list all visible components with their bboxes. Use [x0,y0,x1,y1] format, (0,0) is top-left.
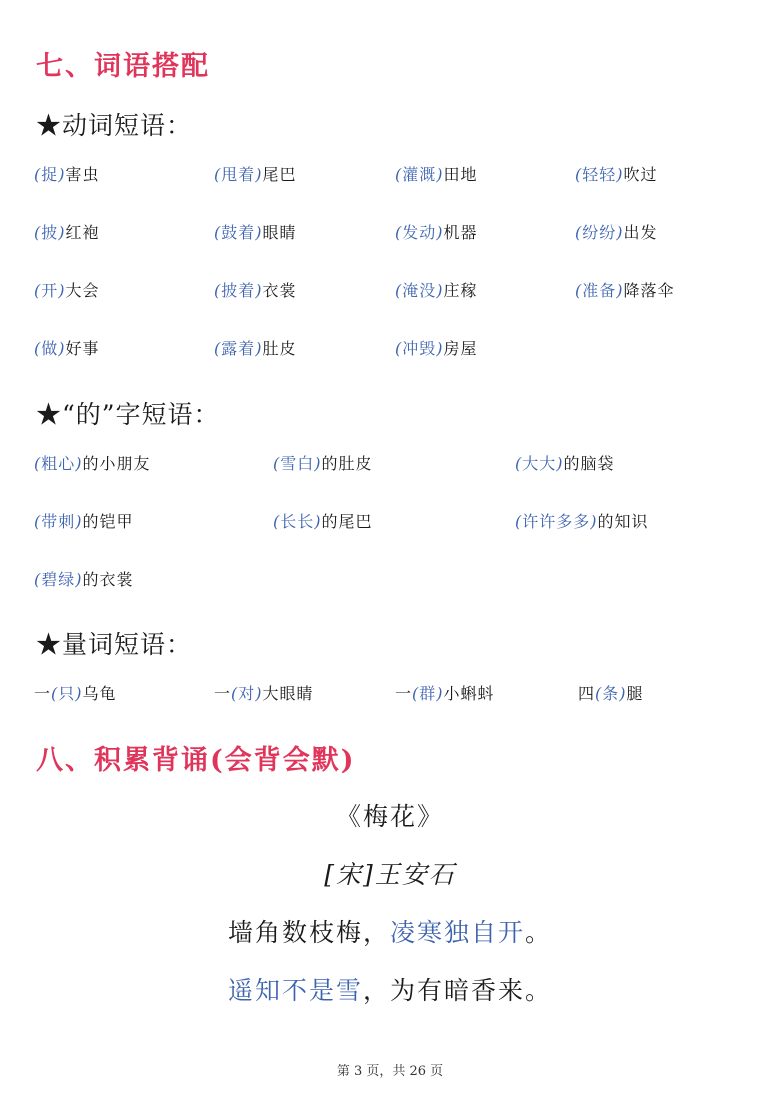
phrase-answer: 带刺 [41,512,76,531]
phrase-answer: 准备 [582,281,617,300]
poem-line-1 [0,913,780,949]
phrase-answer: 披 [41,223,59,242]
phrase-item [575,220,658,243]
bracket-close: ) [619,684,627,703]
measure-text: 小蝌蚪 [443,684,495,703]
phrase-answer: 做 [41,339,59,358]
phrase-answer: 披着 [221,281,256,300]
bracket-close: ) [616,223,624,242]
phrase-answer: 大大 [522,454,557,473]
phrase-item [34,162,100,185]
bracket-open: ( [34,165,42,184]
phrase-answer: 长长 [280,512,315,531]
bracket-open: ( [273,512,281,531]
poem-author-text: [宋]王安石 [324,860,456,889]
bracket-close: ) [75,684,83,703]
measure-text: 大眼睛 [262,684,314,703]
phrase-item [395,162,478,185]
bracket-open: ( [412,684,420,703]
phrase-item [395,220,478,243]
phrase-answer: 许许多多 [522,512,591,531]
bracket-close: ) [255,223,263,242]
phrase-item [273,451,373,474]
phrase-answer: 开 [41,281,59,300]
poem-line-2-plain: ，为有暗香来。 [363,976,553,1005]
measure-text: 腿 [626,684,644,703]
poem-line-2-answer: 遥知不是雪 [227,976,363,1005]
phrase-text: 肚皮 [262,339,297,358]
phrase-text: 尾巴 [262,165,297,184]
phrase-answer: 雪白 [280,454,315,473]
bracket-open: ( [34,454,42,473]
phrase-text: 害虫 [65,165,100,184]
measure-text: 乌龟 [82,684,117,703]
phrase-answer: 鼓着 [221,223,256,242]
phrase-answer: 灌溉 [402,165,437,184]
phrase-text: 的衣裳 [82,570,134,589]
measure-phrases-heading: ★量词短语： [36,630,193,659]
bracket-close: ) [75,570,83,589]
bracket-close: ) [255,281,263,300]
bracket-open: ( [575,223,583,242]
measure-numeral: 一 [34,684,52,703]
measure-item [214,681,314,704]
bracket-close: ) [75,454,83,473]
poem-line-2 [0,971,780,1007]
measure-item [578,681,644,704]
bracket-close: ) [436,339,444,358]
phrase-item [214,336,297,359]
poem-line-1-end: 。 [525,918,553,947]
phrase-text: 降落伞 [623,281,675,300]
bracket-open: ( [231,684,239,703]
phrase-answer: 碧绿 [41,570,76,589]
bracket-close: ) [436,223,444,242]
measure-numeral: 四 [578,684,596,703]
bracket-open: ( [214,281,222,300]
phrase-item [34,336,100,359]
measure-answer: 只 [58,684,76,703]
bracket-open: ( [575,165,583,184]
measure-answer: 对 [238,684,256,703]
phrase-item [34,509,134,532]
phrase-item [395,278,478,301]
poem-line-1-plain: 墙角数枝梅， [227,918,390,947]
bracket-close: ) [75,512,83,531]
bracket-open: ( [214,223,222,242]
phrase-answer: 甩着 [221,165,256,184]
phrase-answer: 淹没 [402,281,437,300]
phrase-text: 的脑袋 [563,454,615,473]
poem-title: 《梅花》 [335,802,444,831]
phrase-answer: 纷纷 [582,223,617,242]
bracket-close: ) [255,165,263,184]
bracket-open: ( [273,454,281,473]
bracket-close: ) [436,165,444,184]
poem-line-1-answer: 凌寒独自开 [389,918,525,947]
phrase-text: 大会 [65,281,100,300]
de-phrases-heading: ★“的”字短语： [36,400,220,429]
bracket-open: ( [515,512,523,531]
page-footer: 第 3 页，共 26 页 [336,1064,444,1079]
phrase-answer: 轻轻 [582,165,617,184]
bracket-close: ) [255,684,263,703]
bracket-open: ( [34,512,42,531]
phrase-text: 红袍 [65,223,100,242]
phrase-text: 田地 [443,165,478,184]
bracket-close: ) [436,281,444,300]
phrase-text: 机器 [443,223,478,242]
phrase-answer: 冲毁 [402,339,437,358]
bracket-open: ( [395,281,403,300]
bracket-open: ( [51,684,59,703]
bracket-close: ) [314,454,322,473]
bracket-open: ( [34,281,42,300]
bracket-close: ) [58,223,66,242]
section-7-title: 七、词语搭配 [36,51,210,82]
bracket-close: ) [590,512,598,531]
measure-answer: 条 [602,684,620,703]
phrase-item [395,336,478,359]
phrase-text: 出发 [623,223,658,242]
phrase-text: 眼睛 [262,223,297,242]
phrase-answer: 露着 [221,339,256,358]
phrase-item [34,220,100,243]
measure-item [34,681,117,704]
phrase-text: 房屋 [443,339,478,358]
phrase-item [575,278,675,301]
phrase-item [515,451,615,474]
bracket-open: ( [395,223,403,242]
measure-numeral: 一 [214,684,232,703]
bracket-open: ( [214,339,222,358]
bracket-close: ) [58,281,66,300]
bracket-open: ( [34,570,42,589]
phrase-text: 吹过 [623,165,658,184]
phrase-item [214,220,297,243]
phrase-item [214,278,297,301]
phrase-item [34,451,151,474]
poem-author [0,855,780,891]
bracket-close: ) [58,339,66,358]
phrase-item [515,509,649,532]
bracket-close: ) [255,339,263,358]
phrase-text: 的小朋友 [82,454,151,473]
bracket-close: ) [58,165,66,184]
bracket-close: ) [436,684,444,703]
bracket-close: ) [616,165,624,184]
bracket-open: ( [515,454,523,473]
bracket-open: ( [395,339,403,358]
phrase-item [34,567,134,590]
measure-item [395,681,495,704]
phrase-item [214,162,297,185]
bracket-open: ( [34,339,42,358]
phrase-text: 的尾巴 [321,512,373,531]
phrase-item [34,278,100,301]
phrase-text: 衣裳 [262,281,297,300]
section-8-title: 八、积累背诵(会背会默) [36,745,356,776]
bracket-open: ( [34,223,42,242]
phrase-answer: 粗心 [41,454,76,473]
bracket-close: ) [314,512,322,531]
measure-answer: 群 [419,684,437,703]
phrase-answer: 捉 [41,165,59,184]
phrase-item [273,509,373,532]
phrase-text: 庄稼 [443,281,478,300]
phrase-item [575,162,658,185]
phrase-answer: 发动 [402,223,437,242]
phrase-text: 的知识 [597,512,649,531]
bracket-open: ( [575,281,583,300]
bracket-close: ) [616,281,624,300]
phrase-text: 好事 [65,339,100,358]
bracket-open: ( [214,165,222,184]
bracket-open: ( [595,684,603,703]
verb-phrases-heading: ★动词短语： [36,111,193,140]
bracket-open: ( [395,165,403,184]
measure-numeral: 一 [395,684,413,703]
phrase-text: 的铠甲 [82,512,134,531]
phrase-text: 的肚皮 [321,454,373,473]
bracket-close: ) [556,454,564,473]
